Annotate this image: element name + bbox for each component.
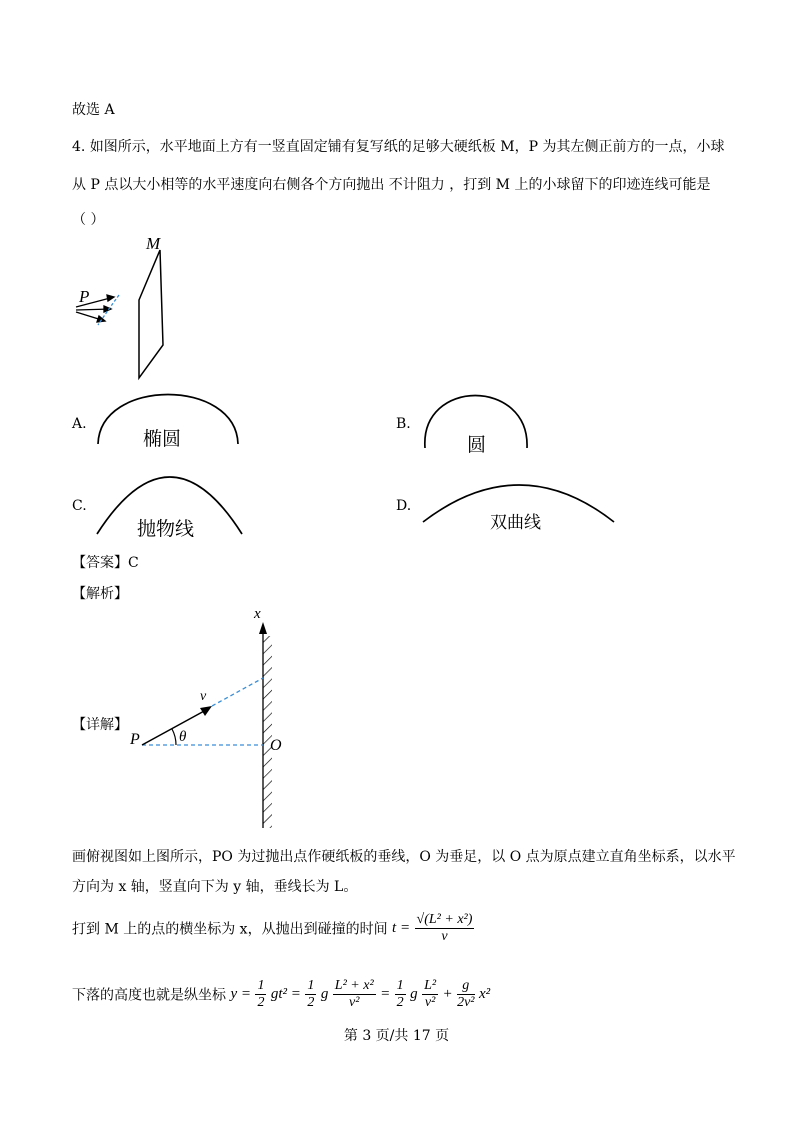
height-fraction-4-den: 2: [396, 995, 404, 1010]
height-fraction-1: [255, 978, 266, 1011]
velocity-vector: [142, 710, 206, 745]
height-fraction-6-num: g: [457, 978, 474, 995]
height-fraction-2-den: 2: [307, 995, 315, 1010]
figure2-label-x: x: [254, 606, 261, 622]
option-c-text: 抛物线: [137, 518, 195, 540]
time-formula-numerator: √(L² + x²): [416, 912, 473, 927]
height-fraction-1-den: 2: [257, 995, 265, 1010]
height-fraction-5: [422, 978, 438, 1011]
x-axis-arrowhead: [259, 622, 267, 634]
height-term-6: x²: [478, 986, 491, 1002]
height-fraction-4-num: 1: [396, 978, 404, 993]
height-fraction-3-num: L² + x²: [334, 978, 374, 993]
analysis-label: 【解析】: [72, 586, 128, 602]
question-line-2: 从 P 点以大小相等的水平速度向右侧各个方向抛出 不计阻力 ，打到 M 上的小球留下的印迹连线可能是: [72, 177, 711, 193]
height-fraction-1-num: 1: [257, 978, 265, 993]
theta-arc: [172, 729, 176, 745]
height-fraction-3: [333, 978, 376, 1011]
explanation-line-1: 画俯视图如上图所示，PO 为过抛出点作硬纸板的垂线，O 为垂足，以 O 点为原点建立直角坐标系，以水平: [72, 849, 736, 865]
figure1-label-p: P: [79, 287, 90, 306]
height-formula-row: [72, 978, 490, 1011]
time-formula-fraction: [415, 912, 475, 945]
explanation-line-3: 打到 M 上的点的横坐标为 x，从抛出到碰撞的时间: [72, 921, 388, 938]
velocity-extension-dashed-line: [212, 678, 263, 706]
time-formula-denominator: v: [441, 929, 448, 944]
wall-hatching: [263, 636, 272, 828]
height-fraction-2-num: 1: [307, 978, 315, 993]
time-formula-row: [72, 912, 474, 945]
height-term-4: g: [410, 986, 418, 1002]
height-fraction-6: [457, 978, 474, 1011]
option-d-letter: D.: [396, 498, 412, 514]
height-formula-lhs: y =: [230, 986, 251, 1002]
height-term-2: g: [320, 986, 329, 1002]
figure2-label-v: v: [200, 689, 207, 704]
height-equals: =: [380, 986, 391, 1002]
height-plus: +: [442, 986, 453, 1002]
figure2-label-o: O: [270, 737, 282, 754]
option-d-text: 双曲线: [490, 513, 541, 533]
explanation-line-2: 方向为 x 轴，竖直向下为 y 轴，垂线长为 L。: [72, 879, 358, 895]
height-fraction-5-num: L²: [424, 978, 437, 993]
option-b-letter: B.: [396, 416, 411, 432]
height-term-1: gt² =: [270, 986, 301, 1002]
height-fraction-4: [395, 978, 406, 1011]
answer-value: C: [128, 555, 139, 571]
height-fraction-5-den: v²: [424, 995, 436, 1010]
option-c-letter: C.: [72, 498, 87, 514]
previous-answer: 故选 A: [72, 102, 115, 118]
height-fraction-2: [305, 978, 316, 1011]
page-footer: 第 3 页/共 17 页: [343, 1028, 450, 1044]
velocity-arrowhead: [200, 706, 212, 716]
detail-label: 【详解】: [72, 717, 128, 733]
option-b-text: 圆: [467, 434, 487, 456]
question-line-3: （ ）: [72, 212, 105, 228]
question-line-1: 4. 如图所示，水平地面上方有一竖直固定铺有复写纸的足够大硬纸板 M，P 为其左侧正前方的一点，小球: [72, 139, 725, 155]
height-fraction-3-den: v²: [349, 995, 360, 1010]
height-fraction-6-den: 2v²: [457, 995, 475, 1010]
explanation-line-4: 下落的高度也就是纵坐标: [72, 987, 226, 1004]
answer-label: 【答案】: [72, 555, 128, 571]
figure1-label-m: M: [146, 234, 161, 253]
figure2-label-p: P: [130, 731, 140, 748]
option-a-letter: A.: [72, 416, 87, 432]
option-a-text: 椭圆: [143, 428, 182, 450]
figure2-label-theta: θ: [179, 729, 187, 745]
time-formula-lhs: t =: [392, 920, 411, 936]
